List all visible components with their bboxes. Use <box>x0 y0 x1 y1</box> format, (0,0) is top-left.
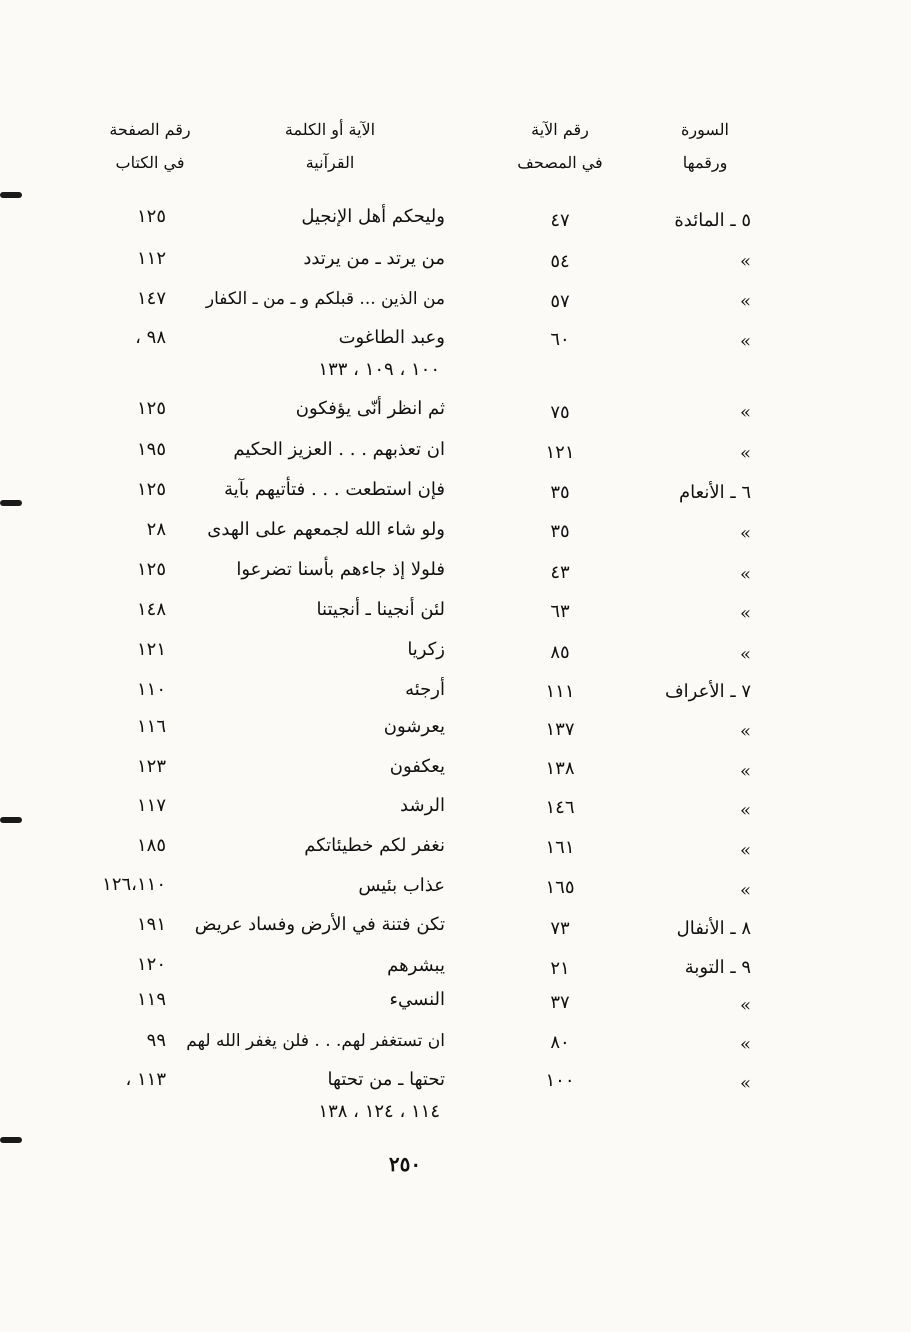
row-quranic-word: ولو شاء الله لجمعهم على الهدى <box>207 519 445 540</box>
row-quranic-word: تحتها ـ من تحتها <box>327 1069 445 1090</box>
row-surah: ٨ ـ الأنفال <box>676 918 751 939</box>
row-quranic-word: يبشرهم <box>387 955 445 976</box>
row-page-ref: ١٩٥ <box>136 439 166 460</box>
row-surah: » <box>739 644 751 665</box>
row-quranic-word: أرجئه <box>405 679 445 700</box>
row-surah: » <box>739 1073 751 1094</box>
row-quranic-word: عذاب بئيس <box>358 875 445 896</box>
row-ayah-number: ٢١ <box>550 958 570 979</box>
binding-mark <box>0 192 22 198</box>
row-surah: ٥ ـ المائدة <box>674 210 751 231</box>
row-page-ref: ١٢١ <box>136 639 166 660</box>
row-ayah-number: ٨٠ <box>550 1032 570 1053</box>
row-ayah-number: ٣٥ <box>550 521 570 542</box>
row-ayah-number: ٦٠ <box>550 329 570 350</box>
row-quranic-word: ان تعذبهم . . . العزيز الحكيم <box>233 439 445 460</box>
row-page-ref: ١٢٥ <box>136 559 166 580</box>
row-surah: » <box>739 402 751 423</box>
row-surah: » <box>739 995 751 1016</box>
row-ayah-number: ٥٧ <box>550 291 570 312</box>
binding-mark <box>0 500 22 506</box>
row-ayah-number: ٧٥ <box>550 402 570 423</box>
row-ayah-number: ١٣٨ <box>545 758 575 779</box>
row-page-ref: ١٢٥ <box>136 479 166 500</box>
page-number: ٢٥٠ <box>388 1152 422 1176</box>
row-ayah-number: ٤٧ <box>550 210 570 231</box>
header-surah-line2: ورقمها <box>682 153 728 172</box>
row-ayah-number: ١٢١ <box>545 442 575 463</box>
row-page-ref: ١٢٣ <box>136 756 166 777</box>
header-word-line2: القرآنية <box>305 153 355 172</box>
row-ayah-number: ١٦٥ <box>545 877 575 898</box>
row-page-ref: ١٢٥ <box>136 398 166 419</box>
row-page-ref: ١٢٦،١١٠ <box>102 874 166 895</box>
row-quranic-word: نغفر لكم خطيئاتكم <box>304 835 445 856</box>
row-quranic-word: من الذين ... قبلكم و ـ من ـ الكفار <box>205 289 445 309</box>
row-surah: » <box>739 1034 751 1055</box>
row-surah: » <box>739 603 751 624</box>
row-ayah-number: ٧٣ <box>550 918 570 939</box>
row-quranic-word: من يرتد ـ من يرتدد <box>303 248 445 269</box>
row-ayah-number: ٨٥ <box>550 642 570 663</box>
row-surah: » <box>739 761 751 782</box>
row-page-ref: ١٢٠ <box>136 954 166 975</box>
row-quranic-word: وعبد الطاغوت <box>338 327 445 348</box>
row-page-ref: ٩٩ <box>146 1030 166 1051</box>
row-ayah-number: ٥٤ <box>550 251 570 272</box>
row-ayah-number: ١٣٧ <box>545 719 575 740</box>
page-ref-continuation: ١٠٠ ، ١٠٩ ، ١٣٣ <box>318 359 440 380</box>
header-page-line1: رقم الصفحة <box>109 120 191 139</box>
row-quranic-word: تكن فتنة في الأرض وفساد عريض <box>194 914 445 935</box>
row-ayah-number: ١٦١ <box>545 837 575 858</box>
header-surah-line1: السورة <box>681 120 729 139</box>
row-quranic-word: ثم انظر أنّى يؤفكون <box>295 398 445 419</box>
row-page-ref: ١٤٧ <box>136 288 166 309</box>
row-page-ref: ١٨٥ <box>136 835 166 856</box>
row-quranic-word: ان تستغفر لهم. . . فلن يغفر الله لهم <box>186 1031 445 1051</box>
row-page-ref: ١٤٨ <box>136 599 166 620</box>
row-surah: » <box>739 721 751 742</box>
row-surah: ٧ ـ الأعراف <box>665 681 751 702</box>
row-quranic-word: وليحكم أهل الإنجيل <box>301 206 445 227</box>
row-page-ref: ١٢٥ <box>136 206 166 227</box>
row-page-ref: ٩٨ ، <box>135 327 166 348</box>
row-page-ref: ١١٩ <box>136 989 166 1010</box>
row-ayah-number: ١٠٠ <box>545 1070 575 1091</box>
binding-mark <box>0 1137 22 1143</box>
row-ayah-number: ١٤٦ <box>545 797 575 818</box>
row-ayah-number: ٤٣ <box>550 562 570 583</box>
row-quranic-word: فإن استطعت . . . فتأتيهم بآية <box>224 479 445 500</box>
row-page-ref: ١١٧ <box>136 795 166 816</box>
header-ayah-line2: في المصحف <box>517 153 603 172</box>
row-surah: ٦ ـ الأنعام <box>679 482 751 503</box>
row-quranic-word: يعرشون <box>383 716 445 737</box>
row-surah: » <box>739 291 751 312</box>
header-ayah-line1: رقم الآية <box>531 120 589 139</box>
row-surah: » <box>739 523 751 544</box>
binding-mark <box>0 817 22 823</box>
page-ref-continuation: ١١٤ ، ١٢٤ ، ١٣٨ <box>318 1101 440 1122</box>
row-page-ref: ٢٨ <box>146 519 166 540</box>
row-surah: » <box>739 564 751 585</box>
row-ayah-number: ٣٥ <box>550 482 570 503</box>
row-surah: ٩ ـ التوبة <box>684 957 751 978</box>
row-ayah-number: ١١١ <box>545 681 575 702</box>
row-surah: » <box>739 251 751 272</box>
row-surah: » <box>739 800 751 821</box>
row-quranic-word: زكريا <box>407 639 445 660</box>
row-quranic-word: النسيء <box>389 989 445 1010</box>
row-page-ref: ١١٠ <box>136 679 166 700</box>
row-quranic-word: يعكفون <box>389 756 445 777</box>
row-ayah-number: ٦٣ <box>550 601 570 622</box>
row-page-ref: ١١٢ <box>136 248 166 269</box>
row-surah: » <box>739 331 751 352</box>
row-quranic-word: الرشد <box>400 795 445 816</box>
row-page-ref: ١٩١ <box>136 914 166 935</box>
header-page-line2: في الكتاب <box>115 153 185 172</box>
row-quranic-word: لئن أنجينا ـ أنجيتنا <box>316 599 445 620</box>
row-surah: » <box>739 840 751 861</box>
row-page-ref: ١١٦ <box>136 716 166 737</box>
row-page-ref: ١١٣ ، <box>125 1069 166 1090</box>
header-word-line1: الآية أو الكلمة <box>284 120 376 139</box>
row-surah: » <box>739 443 751 464</box>
row-quranic-word: فلولا إذ جاءهم بأسنا تضرعوا <box>236 559 445 580</box>
row-ayah-number: ٣٧ <box>550 992 570 1013</box>
row-surah: » <box>739 880 751 901</box>
